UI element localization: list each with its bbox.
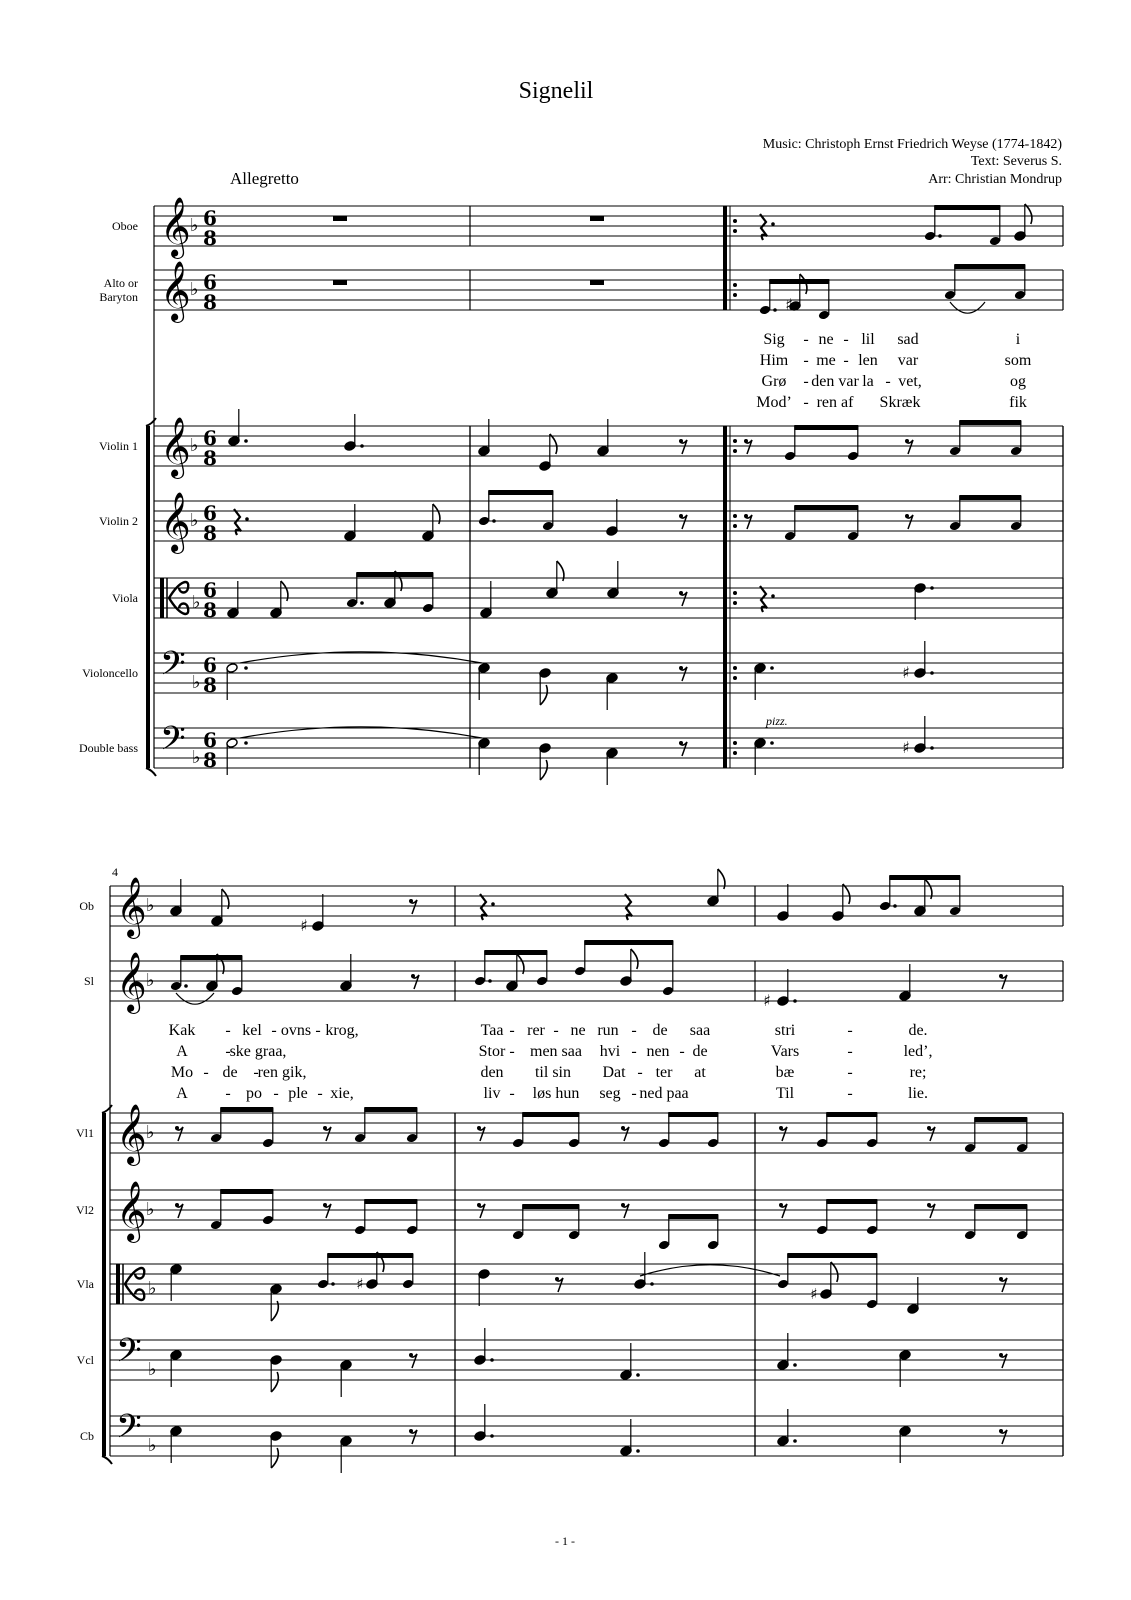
lyric-syllable: - [273, 1085, 279, 1102]
lyric-syllable: - [847, 1064, 853, 1081]
time-signature-top: 6 [203, 426, 217, 450]
lyric-syllable: A [176, 1043, 188, 1060]
beam [959, 420, 1021, 425]
dot [490, 1358, 494, 1362]
repeat-dot [733, 219, 737, 223]
lyric-syllable: saa [689, 1022, 711, 1039]
dot [793, 999, 797, 1003]
lyric-syllable: Grø [761, 373, 787, 390]
eighth-rest-icon [905, 514, 909, 518]
dot [938, 234, 942, 238]
dot [244, 439, 248, 443]
lyric-syllable: stri [774, 1022, 796, 1039]
dot [331, 1282, 335, 1286]
repeat-dot [733, 514, 737, 518]
note-flag [831, 1262, 838, 1282]
lyric-syllable: nen [646, 1043, 670, 1060]
lyric-syllable: var [897, 352, 919, 369]
system-1 [79, 197, 1063, 785]
flat-icon: ♭ [190, 435, 199, 456]
beam [364, 1107, 417, 1112]
eighth-rest-icon [744, 439, 748, 443]
lyric-syllable: de. [908, 1022, 928, 1039]
lyric-syllable: - [317, 1085, 323, 1102]
dot [360, 444, 364, 448]
note-flag [550, 434, 557, 454]
lyric-syllable: la [862, 373, 874, 390]
note-flag [271, 1448, 278, 1468]
lyric-syllable: - [225, 1085, 231, 1102]
eighth-rest-icon [679, 591, 683, 595]
lyric-syllable: ne [570, 1022, 586, 1039]
eighth-rest-icon [999, 1353, 1003, 1357]
dot [245, 517, 249, 521]
repeat-dot [733, 751, 737, 755]
time-signature-top: 6 [203, 270, 217, 294]
lyric-syllable: - [315, 1022, 321, 1039]
lyric-syllable: rer [527, 1022, 545, 1039]
dot [244, 666, 248, 670]
instrument-label: Baryton [99, 290, 138, 304]
note-flag [540, 685, 547, 705]
slur [176, 993, 214, 1004]
eighth-rest-icon [175, 1203, 179, 1207]
dot [793, 1439, 797, 1443]
dot [636, 1449, 640, 1453]
lyric-syllable: Vars [770, 1043, 800, 1060]
lyric-syllable: de [222, 1064, 238, 1081]
eighth-rest-icon [477, 1126, 481, 1130]
eighth-rest-icon [323, 1203, 327, 1207]
note-flag [843, 884, 850, 904]
lyric-syllable: po [246, 1085, 262, 1102]
instrument-label: Violin 1 [99, 439, 138, 453]
lyric-syllable: og [1010, 373, 1026, 390]
treble-clef-icon: 𝄞 [116, 1181, 147, 1241]
eighth-rest-icon [409, 899, 413, 903]
eighth-rest-icon [409, 1353, 413, 1357]
time-signature-bottom: 8 [203, 748, 217, 772]
sharp-icon: ♯ [902, 663, 910, 682]
eighth-rest-icon [927, 1203, 931, 1207]
lyric-syllable: - [631, 1022, 637, 1039]
group-bracket [102, 1113, 106, 1456]
lyric-syllable: fik [1009, 394, 1027, 411]
lyric-syllable: - [637, 1064, 643, 1081]
instrument-label: Alto or [103, 276, 138, 290]
lyric-syllable: vet, [898, 373, 922, 390]
lyric-syllable: - [803, 331, 809, 348]
composer-credit: Music: Christoph Ernst Friedrich Weyse (1774-1842) [762, 137, 1062, 152]
instrument-label: Double bass [79, 741, 138, 755]
lyric-syllable: - [253, 1064, 259, 1081]
lyric-syllable: me [816, 352, 836, 369]
lyric-syllable: ter [655, 1064, 673, 1081]
flat-icon: ♭ [192, 672, 201, 693]
eighth-rest-icon [999, 1277, 1003, 1281]
dot [930, 586, 934, 590]
eighth-rest-icon [679, 741, 683, 745]
beam [794, 425, 858, 430]
eighth-rest-icon [411, 974, 415, 978]
lyric-syllable: - [803, 373, 809, 390]
beam [180, 955, 242, 960]
lyric-syllable: re; [909, 1064, 927, 1081]
time-signature-top: 6 [203, 728, 217, 752]
beam [787, 1253, 877, 1258]
lyric-syllable: i [1015, 331, 1021, 348]
beam [584, 940, 673, 945]
repeat-dot [733, 591, 737, 595]
measure-number: 4 [112, 865, 118, 879]
flat-icon: ♭ [148, 1359, 157, 1380]
whole-rest-icon [333, 216, 347, 221]
arranger-credit: Arr: Christian Mondrup [928, 172, 1062, 187]
slur [950, 302, 985, 313]
lyric-syllable: Mo [170, 1064, 194, 1081]
note-flag [271, 1372, 278, 1392]
lyric-syllable: krog, [325, 1022, 359, 1039]
repeat-dot [733, 676, 737, 680]
instrument-label: Vl2 [76, 1203, 94, 1217]
instrument-label: Cb [79, 1429, 94, 1443]
lyric-syllable: Taa [480, 1022, 504, 1039]
eighth-rest-icon [621, 1203, 625, 1207]
lyric-syllable: løs hun [532, 1085, 580, 1102]
repeat-dot [733, 449, 737, 453]
dot [773, 308, 777, 312]
lyric-syllable: til sin [534, 1064, 572, 1081]
beam [327, 1253, 413, 1258]
beam [364, 1199, 417, 1204]
lyric-syllable: len [858, 352, 878, 369]
dot [244, 741, 248, 745]
sharp-icon: ♯ [356, 1275, 364, 1293]
lyric-syllable: - [803, 352, 809, 369]
eighth-rest-icon [779, 1203, 783, 1207]
beam [826, 1199, 877, 1204]
eighth-rest-icon [323, 1126, 327, 1130]
eighth-rest-icon [409, 1429, 413, 1433]
beam [220, 1107, 273, 1112]
lyric-syllable: ovns [280, 1022, 312, 1039]
lyric-syllable: lil [861, 331, 875, 348]
lyric-syllable: Til [775, 1085, 795, 1102]
beam [220, 1189, 273, 1194]
lyric-syllable: - [509, 1043, 515, 1060]
lyric-syllable: ske graa, [229, 1043, 287, 1060]
lyric-syllable: led’, [903, 1043, 933, 1060]
eighth-rest-icon [621, 1126, 625, 1130]
eighth-rest-icon [905, 439, 909, 443]
bass-clef-icon: 𝄢 [116, 1408, 142, 1454]
note-flag [1025, 204, 1032, 224]
treble-clef-icon: 𝄞 [160, 261, 191, 321]
eighth-rest-icon [477, 1203, 481, 1207]
lyric-syllable: Sig [763, 331, 785, 348]
flat-icon: ♭ [192, 747, 201, 768]
beam [522, 1112, 579, 1117]
sharp-icon: ♯ [902, 738, 910, 757]
flat-icon: ♭ [148, 1278, 157, 1299]
lyric-syllable: - [843, 352, 849, 369]
instrument-label: Violoncello [82, 666, 138, 680]
lyric-syllable: den var [811, 373, 859, 390]
sharp-icon: ♯ [810, 1285, 818, 1303]
repeat-dot [733, 293, 737, 297]
time-signature-top: 6 [203, 501, 217, 525]
dot [184, 984, 188, 988]
treble-clef-icon: 𝄞 [160, 492, 191, 552]
beam [668, 1214, 718, 1219]
lyric-syllable: Stor [478, 1043, 506, 1060]
lyric-syllable: xie, [330, 1085, 354, 1102]
lyric-syllable: ned paa [639, 1085, 689, 1102]
repeat-dot [733, 524, 737, 528]
repeat-dot [733, 229, 737, 233]
eighth-rest-icon [679, 666, 683, 670]
whole-rest-icon [590, 216, 604, 221]
dot [360, 601, 364, 605]
lyric-syllable: Dat [602, 1064, 626, 1081]
lyric-syllable: - [631, 1085, 637, 1102]
instrument-label: Vl1 [76, 1126, 94, 1140]
lyric-syllable: Kak [168, 1022, 196, 1039]
flat-icon: ♭ [146, 1122, 155, 1143]
lyric-syllable: - [843, 331, 849, 348]
eighth-rest-icon [175, 1126, 179, 1130]
time-signature-top: 6 [203, 653, 217, 677]
bass-clef-icon: 𝄢 [116, 1332, 142, 1378]
note-flag [631, 949, 638, 969]
flat-icon: ♭ [190, 279, 199, 300]
lyric-syllable: - [679, 1043, 685, 1060]
dot [770, 741, 774, 745]
repeat-barline [723, 426, 727, 768]
lyric-syllable: ren af [816, 394, 854, 411]
whole-rest-icon [333, 280, 347, 285]
lyric-syllable: run [597, 1022, 619, 1039]
lyric-syllable: den [480, 1064, 504, 1081]
lyric-syllable: at [694, 1064, 706, 1081]
eighth-rest-icon [679, 514, 683, 518]
lyric-syllable: hvi [599, 1043, 621, 1060]
treble-clef-icon: 𝄞 [116, 1104, 147, 1164]
lyric-syllable: - [203, 1064, 209, 1081]
score-title: Signelil [518, 78, 594, 104]
time-signature-bottom: 8 [203, 446, 217, 470]
lyric-syllable: A [176, 1085, 188, 1102]
flat-icon: ♭ [148, 1435, 157, 1456]
bass-clef-icon: 𝄢 [160, 720, 186, 766]
lyric-syllable: som [1004, 352, 1032, 369]
repeat-barline [723, 206, 727, 310]
instrument-label: Sl [83, 974, 94, 988]
lyric-syllable: seg [599, 1085, 621, 1102]
alto-clef-icon [160, 578, 164, 618]
lyric-syllable: - [847, 1022, 853, 1039]
lyric-syllable: ren gik, [257, 1064, 307, 1081]
instrument-label: Oboe [112, 219, 138, 233]
lyric-syllable: - [225, 1043, 231, 1060]
dot [930, 746, 934, 750]
treble-clef-icon: 𝄞 [116, 952, 147, 1012]
group-bracket [146, 768, 156, 776]
flat-icon: ♭ [190, 510, 199, 531]
time-signature-bottom: 8 [203, 290, 217, 314]
treble-clef-icon: 𝄞 [160, 417, 191, 477]
group-bracket [146, 426, 150, 768]
instrument-label: Viola [112, 591, 138, 605]
repeat-dot [733, 741, 737, 745]
lyric-syllable: ne [818, 331, 834, 348]
flat-icon: ♭ [192, 592, 201, 613]
beam [934, 205, 1000, 210]
lyric-syllable: - [847, 1043, 853, 1060]
flat-icon: ♭ [146, 970, 155, 991]
lyric-syllable: - [631, 1043, 637, 1060]
sharp-icon: ♯ [300, 916, 308, 935]
beam [954, 264, 1025, 269]
beam [522, 1204, 579, 1209]
dot [793, 1363, 797, 1367]
time-signature-top: 6 [203, 206, 217, 230]
dot [492, 519, 496, 523]
dot [770, 666, 774, 670]
beam [959, 495, 1021, 500]
eighth-rest-icon [927, 1126, 931, 1130]
lyric-syllable: de [652, 1022, 668, 1039]
lyric-syllable: ple [288, 1085, 308, 1102]
lyric-syllable: de [692, 1043, 708, 1060]
beam [974, 1204, 1027, 1209]
repeat-dot [733, 283, 737, 287]
beam [794, 505, 858, 510]
whole-rest-icon [590, 280, 604, 285]
lyric-syllable: - [885, 373, 891, 390]
time-signature-bottom: 8 [203, 521, 217, 545]
dot [771, 594, 775, 598]
time-signature-bottom: 8 [203, 598, 217, 622]
repeat-dot [733, 666, 737, 670]
instrument-label: Ob [79, 899, 94, 913]
lyric-syllable: lie. [908, 1085, 928, 1102]
instrument-label: Violin 2 [99, 514, 138, 528]
dot [488, 979, 492, 983]
lyric-syllable: - [225, 1022, 231, 1039]
lyric-syllable: sad [897, 331, 919, 348]
flat-icon: ♭ [190, 215, 199, 236]
eighth-rest-icon [779, 1126, 783, 1130]
flat-icon: ♭ [146, 895, 155, 916]
dot [771, 222, 775, 226]
treble-clef-icon: 𝄞 [160, 197, 191, 257]
page-number: - 1 - [555, 1534, 575, 1548]
dot [490, 1434, 494, 1438]
instrument-label: Vcl [76, 1353, 94, 1367]
eighth-rest-icon [999, 1429, 1003, 1433]
lyric-syllable: - [803, 394, 809, 411]
dot [930, 671, 934, 675]
instrument-label: Vla [76, 1277, 94, 1291]
pizz-marking: pizz. [766, 714, 788, 728]
system-2 [76, 865, 1063, 1473]
lyric-syllable: Skræk [879, 394, 921, 411]
sharp-icon: ♯ [785, 295, 793, 314]
lyric-syllable: bæ [775, 1064, 795, 1081]
lyric-syllable: - [271, 1022, 277, 1039]
lyric-syllable: men saa [530, 1043, 582, 1060]
dot [636, 1373, 640, 1377]
lyric-syllable: kel [242, 1022, 262, 1039]
eighth-rest-icon [744, 514, 748, 518]
time-signature-top: 6 [203, 578, 217, 602]
lyric-syllable: - [847, 1085, 853, 1102]
alto-clef-icon [116, 1264, 120, 1304]
lyric-syllable: - [509, 1022, 515, 1039]
beam [488, 490, 553, 495]
group-bracket [102, 1456, 112, 1464]
eighth-rest-icon [555, 1277, 559, 1281]
time-signature-bottom: 8 [203, 226, 217, 250]
beam [668, 1112, 718, 1117]
lyric-syllable: Mod’ [756, 394, 792, 411]
beam [484, 950, 547, 955]
flat-icon: ♭ [146, 1199, 155, 1220]
lyric-syllable: Him [759, 352, 789, 369]
lyricist-credit: Text: Severus S. [970, 154, 1062, 169]
lyric-syllable: liv [483, 1085, 501, 1102]
eighth-rest-icon [999, 974, 1003, 978]
eighth-rest-icon [679, 439, 683, 443]
treble-clef-icon: 𝄞 [116, 877, 147, 937]
sharp-icon: ♯ [763, 991, 771, 1010]
tempo-marking: Allegretto [230, 169, 299, 188]
repeat-dot [733, 439, 737, 443]
bass-clef-icon: 𝄢 [160, 645, 186, 691]
dot [893, 904, 897, 908]
lyric-syllable: - [509, 1085, 515, 1102]
repeat-dot [733, 601, 737, 605]
note-flag [540, 760, 547, 780]
dot [491, 902, 495, 906]
dot [650, 1282, 654, 1286]
lyric-syllable: - [553, 1022, 559, 1039]
beam [826, 1112, 877, 1117]
beam [974, 1117, 1027, 1122]
time-signature-bottom: 8 [203, 673, 217, 697]
